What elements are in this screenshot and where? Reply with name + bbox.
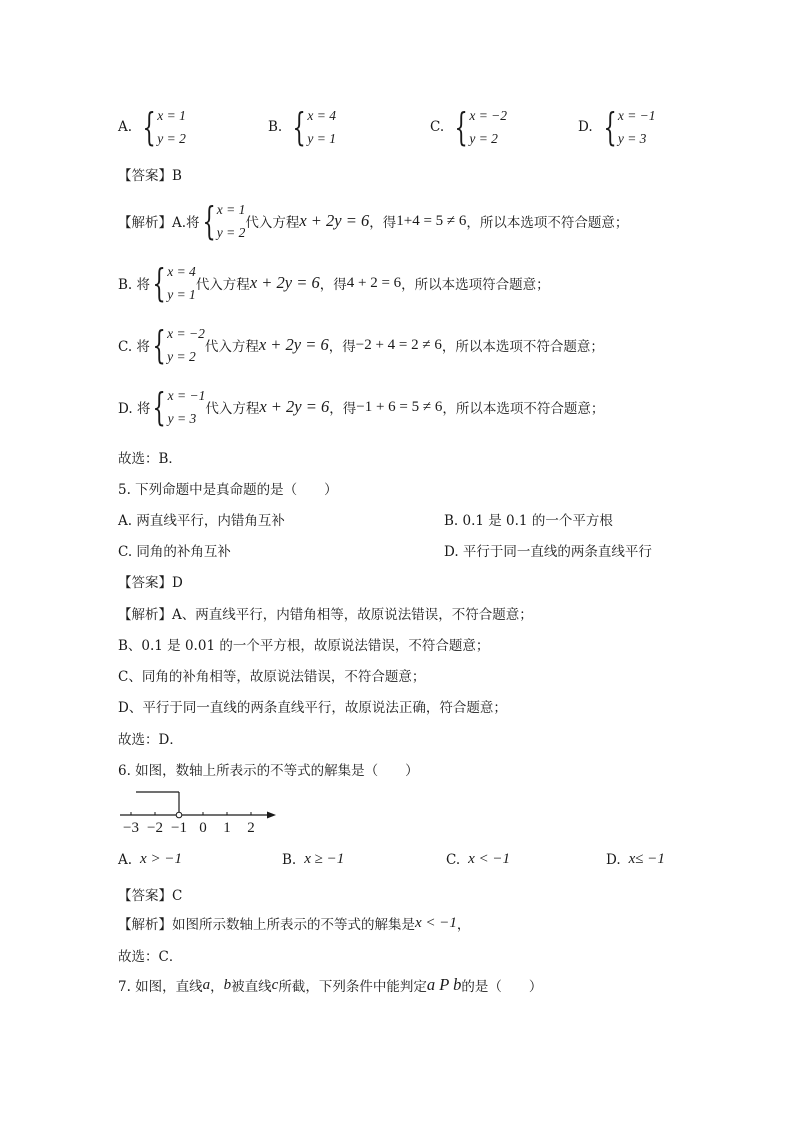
- calc-prefix: ，得: [369, 215, 397, 231]
- equation: x + 2y = 6: [299, 211, 370, 230]
- analysis-prefix: C. 将: [118, 339, 150, 355]
- eq-2: y = 1: [307, 131, 337, 146]
- q4-option-c: [430, 104, 507, 150]
- tick-label: 0: [199, 820, 207, 836]
- q5-analysis-c: C、同角的补角相等，故原说法错误，不符合题意；: [118, 669, 426, 685]
- eq-1: x = 1: [157, 108, 186, 123]
- q4-answer: 【答案】B: [118, 168, 182, 184]
- equation-system: { x = −2 y = 2: [454, 105, 508, 149]
- option-math: x > −1: [140, 851, 182, 867]
- option-label: A.: [118, 119, 133, 135]
- eq-1: x = 4: [167, 264, 196, 279]
- q5-option-c: C. 同角的补角互补: [118, 544, 231, 560]
- q7-var-a: a: [202, 976, 211, 993]
- equation-system: { x = −1 y = 3: [603, 105, 656, 149]
- analysis-suffix: ，: [456, 917, 471, 933]
- q5-option-d: D. 平行于同一直线的两条直线平行: [444, 544, 652, 560]
- equation: x + 2y = 6: [259, 397, 330, 416]
- q4-analysis-b: [118, 258, 550, 308]
- eq-2: y = 3: [617, 131, 647, 146]
- eq-2: y = 2: [157, 131, 186, 146]
- analysis-prefix: D. 将: [118, 401, 151, 417]
- q4-analysis-a: [118, 196, 628, 246]
- eq-1: x = 4: [307, 108, 337, 123]
- equation: x + 2y = 6: [258, 335, 329, 354]
- q5-conclusion: 故选：D．: [118, 732, 183, 748]
- tick-label: −1: [171, 820, 187, 836]
- eq-2: y = 2: [216, 225, 246, 240]
- q6-conclusion: 故选：C．: [118, 949, 183, 965]
- tick-label: −2: [147, 820, 163, 836]
- equation-system: { x = 4 y = 1: [292, 105, 337, 149]
- analysis-suffix: ，所以本选项不符合题意；: [466, 215, 629, 231]
- analysis-prefix: A.将: [172, 215, 200, 231]
- open-point: [176, 812, 182, 818]
- q7-text-3: 所截，下列条件中能判定: [278, 979, 427, 995]
- q4-options: [0, 100, 794, 160]
- eq-1: x = −2: [167, 326, 205, 341]
- eq-1: x = −1: [617, 108, 656, 123]
- calc-prefix: ，得: [328, 339, 356, 355]
- q6-option-c: [446, 851, 510, 868]
- analysis-tag: 【解析】: [118, 215, 172, 231]
- axis-arrow-icon: [267, 812, 276, 819]
- equation-system: { x = −2 y = 2: [152, 323, 205, 367]
- calculation: 4 + 2 = 6: [346, 274, 402, 291]
- q7-question: [118, 975, 542, 995]
- option-label: B.: [268, 119, 283, 135]
- q4-option-d: [578, 104, 656, 150]
- option-label: A.: [118, 851, 133, 868]
- eq-2: y = 3: [167, 411, 197, 426]
- eq-2: y = 2: [469, 131, 498, 146]
- q6-answer: 【答案】C: [118, 888, 183, 904]
- analysis-mid: 代入方程: [205, 401, 260, 417]
- eq-1: x = 1: [216, 202, 246, 217]
- eq-2: y = 1: [167, 287, 196, 302]
- equation-system: { x = −1 y = 3: [152, 385, 206, 429]
- analysis-mid: 代入方程: [245, 215, 300, 231]
- option-label: D.: [578, 119, 593, 135]
- eq-1: x = −1: [167, 388, 206, 403]
- q5-answer: 【答案】D: [118, 575, 183, 591]
- analysis-mid: 代入方程: [204, 339, 259, 355]
- q6-question: 6. 如图，数轴上所表示的不等式的解集是（ ）: [118, 763, 419, 779]
- q7-sep: ，: [210, 979, 224, 995]
- equation: x + 2y = 6: [249, 273, 320, 292]
- q6-option-a: [118, 851, 182, 868]
- q4-conclusion: 故选：B．: [118, 451, 182, 467]
- q6-option-d: [606, 851, 665, 868]
- option-label: C.: [430, 119, 445, 135]
- q5-option-b: B. 0.1 是 0.1 的一个平方根: [444, 513, 613, 529]
- analysis-math: x < −1: [415, 914, 457, 931]
- q4-option-b: [268, 104, 336, 150]
- q6-option-b: [282, 851, 344, 868]
- analysis-text: 【解析】如图所示数轴上所表示的不等式的解集是: [118, 917, 415, 933]
- q5-option-a: A. 两直线平行，内错角互补: [118, 513, 285, 529]
- q4-analysis-c: [118, 320, 604, 370]
- option-math: x≤ −1: [628, 851, 665, 867]
- eq-1: x = −2: [469, 108, 508, 123]
- q7-var-b: b: [223, 976, 232, 993]
- q7-text-2: 被直线: [231, 979, 272, 995]
- option-label: C.: [446, 851, 461, 868]
- option-math: x ≥ −1: [304, 851, 345, 867]
- analysis-mid: 代入方程: [195, 277, 250, 293]
- q5-analysis-b: B、0.1 是 0.01 的一个平方根，故原说法错误，不符合题意；: [118, 638, 490, 654]
- equation-system: { x = 1 y = 2: [142, 105, 186, 149]
- q5-question: 5. 下列命题中是真命题的是（ ）: [118, 482, 338, 498]
- calculation: −2 + 4 = 2 ≠ 6: [355, 336, 442, 353]
- q7-condition: a P b: [426, 975, 462, 994]
- analysis-suffix: ，所以本选项符合题意；: [401, 277, 550, 293]
- equation-system: { x = 4 y = 1: [152, 261, 196, 305]
- q7-text-4: 的是（ ）: [461, 979, 543, 995]
- calc-prefix: ，得: [319, 277, 347, 293]
- calculation: 1+4 = 5 ≠ 6: [396, 212, 467, 229]
- q7-text-1: 7. 如图，直线: [118, 979, 203, 995]
- q5-analysis-d: D、平行于同一直线的两条直线平行，故原说法正确，符合题意；: [118, 700, 507, 716]
- analysis-suffix: ，所以本选项不符合题意；: [442, 401, 605, 417]
- analysis-suffix: ，所以本选项不符合题意；: [441, 339, 604, 355]
- number-line-figure: [110, 785, 290, 840]
- option-label: D.: [606, 851, 621, 868]
- option-label: B.: [282, 851, 297, 868]
- q7-var-c: c: [271, 976, 279, 993]
- q4-option-a: [118, 104, 186, 150]
- calculation: −1 + 6 = 5 ≠ 6: [356, 398, 443, 415]
- q6-analysis: [118, 913, 470, 933]
- tick-label: 1: [223, 820, 231, 836]
- option-math: x < −1: [468, 851, 511, 867]
- equation-system: { x = 1 y = 2: [201, 199, 246, 243]
- tick-label: −3: [123, 820, 139, 836]
- calc-prefix: ，得: [329, 401, 357, 417]
- q4-analysis-d: [118, 382, 604, 432]
- analysis-prefix: B. 将: [118, 277, 151, 293]
- eq-2: y = 2: [167, 349, 196, 364]
- q5-analysis-a: 【解析】A、两直线平行，内错角相等，故原说法错误，不符合题意；: [118, 607, 533, 623]
- tick-label: 2: [247, 820, 255, 836]
